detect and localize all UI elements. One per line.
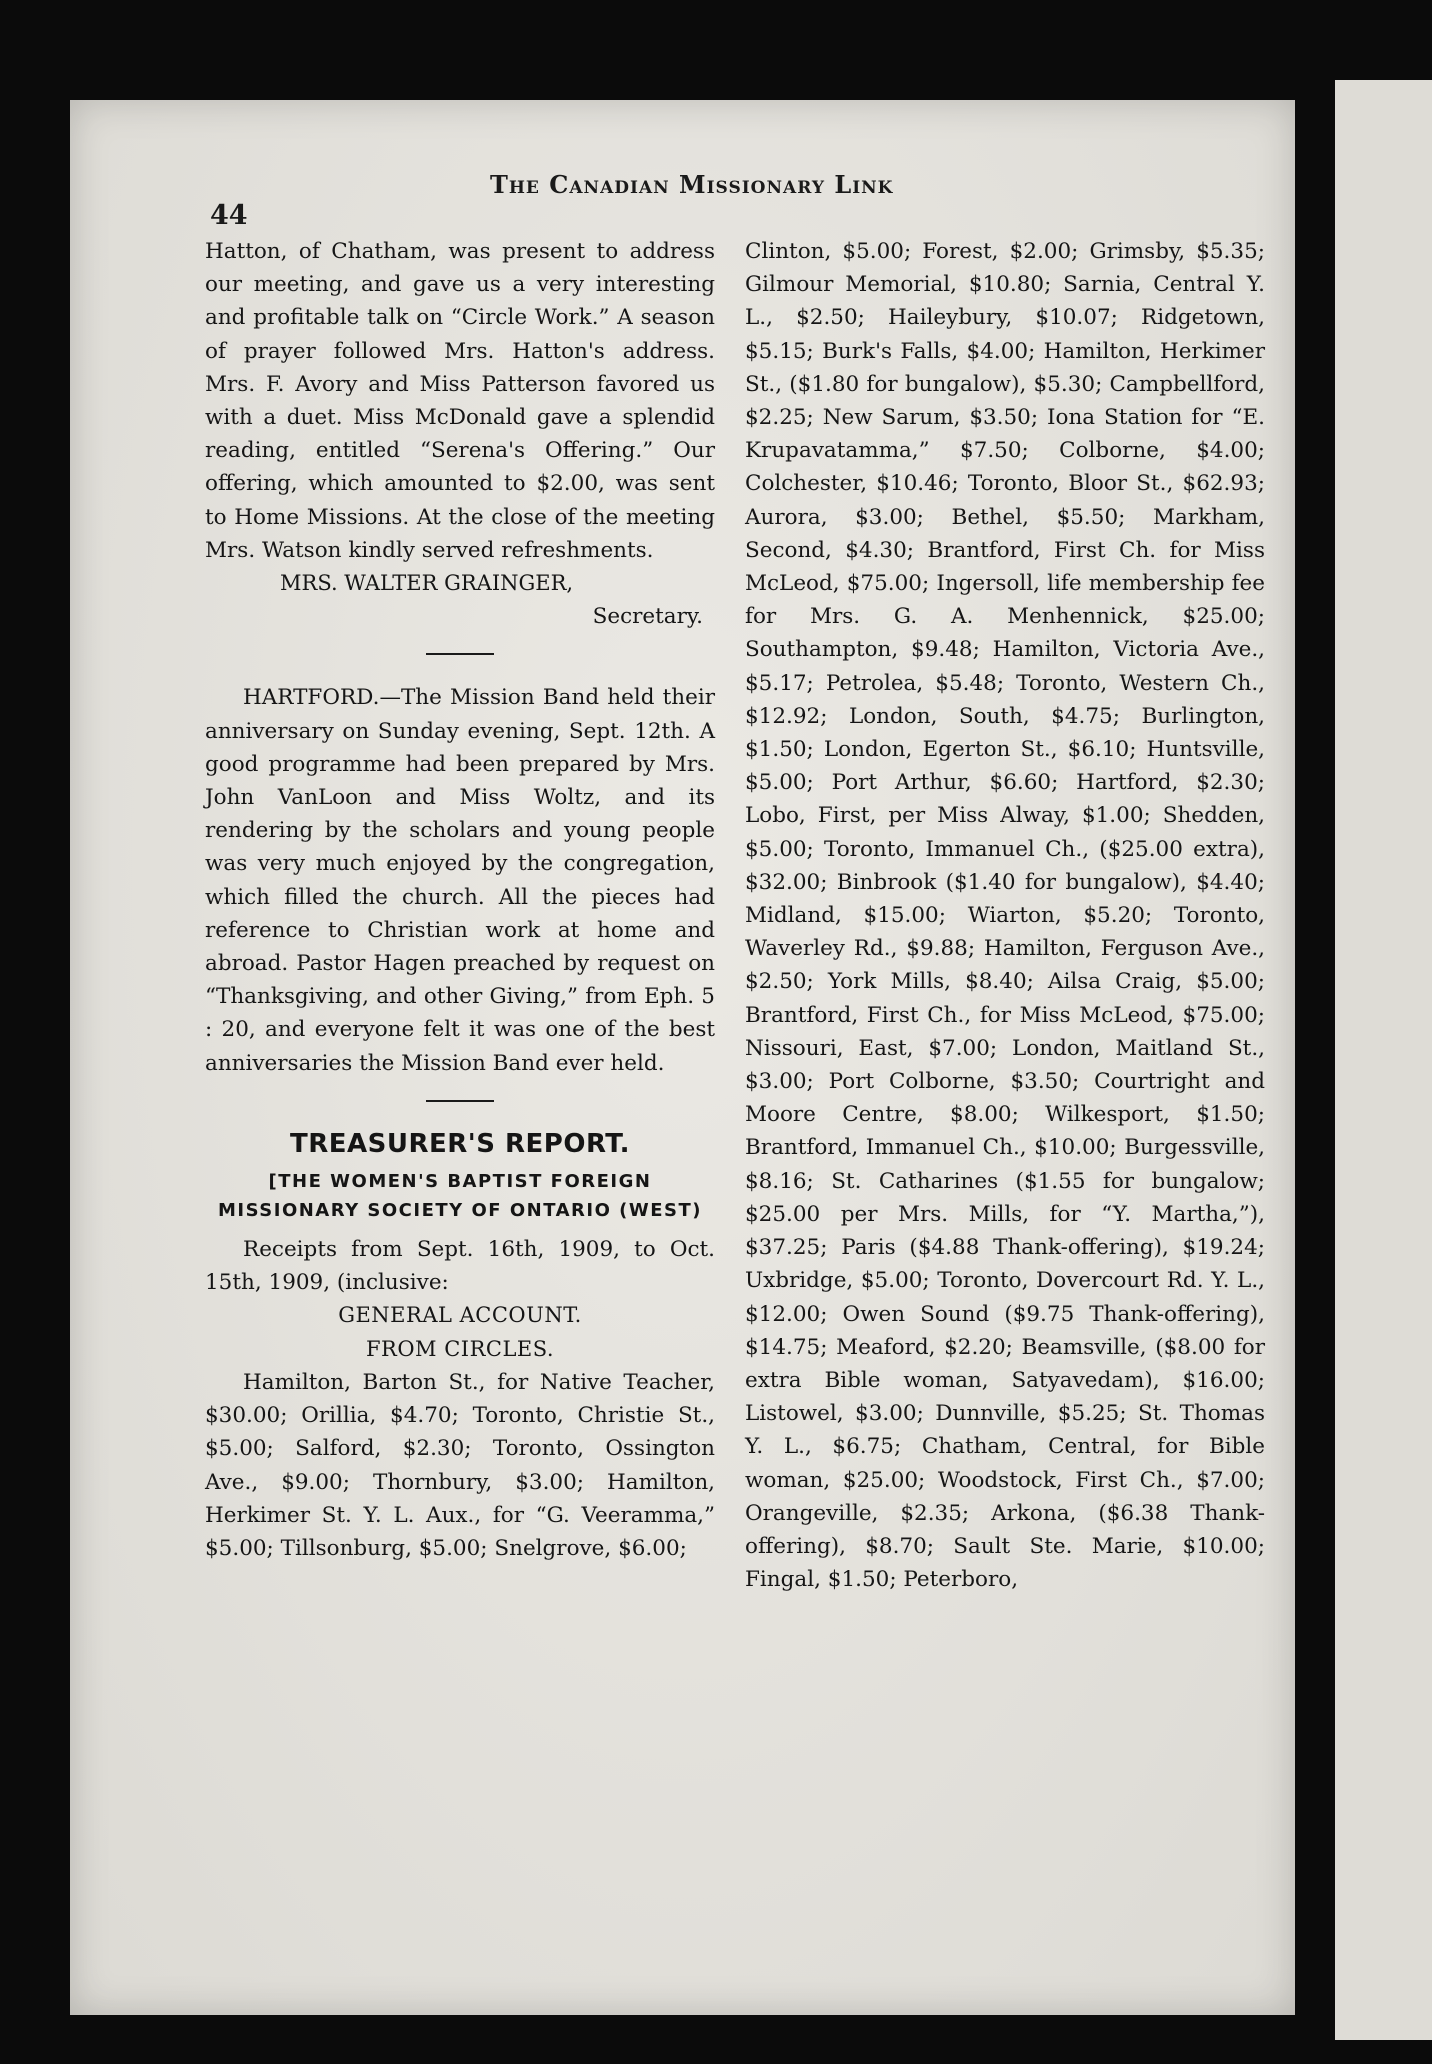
signature-name: MRS. WALTER GRAINGER, xyxy=(280,571,574,596)
circles-receipts-continued: Clinton, $5.00; Forest, $2.00; Grimsby, $5.35; Gilmour Memorial, $10.80; Sarnia, Central Y. L., $2.50; Haileybury, $10.07; Ridgetown, $5.15; Burk's Falls, $4.00; Hamilton, Herkimer St., ($1.80 for bungalow), $5.30; Campbellford, $2.25; New Sarum, $3.50; Iona Station for “E. Krupavatamma,” $7.50; Colborne, $4.00; Colchester, $10.46; Toronto, Bloor St., $62.93; Aurora, $3.00; Bethel, $5.50; Markham, Second, $4.30; Brantford, First Ch. for Miss McLeod, $75.00; Ingersoll, life membership fee for Mrs. G. A. Menhennick, $25.00; Southampton, $9.48; Hamilton, Victoria Ave., $5.17; Petrolea, $5.48; Toronto, Western Ch., $12.92; London, South, $4.75; Burlington, $1.50; London, Egerton St., $6.10; Huntsville, $5.00; Port Arthur, $6.60; Hartford, $2.30; Lobo, First, per Miss Alway, $1.00; Shedden, $5.00; Toronto, Immanuel Ch., ($25.00 extra), $32.00; Binbrook ($1.40 for bungalow), $4.40; Midland, $15.00; Wiarton, $5.20; Toronto, Waverley Rd., $9.88; Hamilton, Ferguson Ave., $2.50; York Mills, $8.40; Ailsa Craig, $5.00; Brantford, First Ch., for Miss McLeod, $75.00; Nissouri, East, $7.00; London, Maitland St., $3.00; Port Colborne, $3.50; Courtright and Moore Centre, $8.00; Wilkesport, $1.50; Brantford, Immanuel Ch., $10.00; Burgessville, $8.16; St. Catharines ($1.55 for bungalow; $25.00 per Mrs. Mills, for “Y. Martha,”), $37.25; Paris ($4.88 Thank-offering), $19.24; Uxbridge, $5.00; Toronto, Dovercourt Rd. Y. L., $12.00; Owen Sound ($9.75 Thank-offering), $14.75; Meaford, $2.20; Beamsville, ($8.00 for extra Bible woman, Satyavedam), $16.00; Listowel, $3.00; Dunnville, $5.25; St. Thomas Y. L., $6.75; Chatham, Central, for Bible woman, $25.00; Woodstock, First Ch., $7.00; Orangeville, $2.35; Arkona, ($6.38 Thank-offering), $8.70; Sault Ste. Marie, $10.00; Fingal, $1.50; Peterboro, xyxy=(745,239,1265,1593)
report-title: TREASURER'S REPORT. xyxy=(290,1128,630,1159)
hartford-paragraph: HARTFORD.—The Mission Band held their anniversary on Sunday evening, Sept. 12th. A good programme had been prepared by Mrs. John VanLoon and Miss Woltz, and its rendering by the scholars and young people was very much enjoyed by the congregation, which filled the church. All the pieces had reference to Christian work at home and abroad. Pastor Hagen preached by request on “Thanksgiving, and other Giving,” from Eph. 5 : 20, and everyone felt it was one of the best anniversaries the Mission Band ever held. xyxy=(205,685,715,1076)
document-page xyxy=(70,100,1295,2015)
running-title: The Canadian Missionary Link xyxy=(490,170,894,199)
section-divider xyxy=(426,1100,494,1102)
society-name: [THE WOMEN'S BAPTIST FOREIGN MISSIONARY SOCIETY OF ONTARIO (WEST) xyxy=(218,1171,702,1222)
circle-report-paragraph: Hatton, of Chatham, was present to address our meeting, and gave us a very interesting and profitable talk on “Circle Work.” A season of prayer followed Mrs. Hatton's address. Mrs. F. Avory and Miss Patterson favored us with a duet. Miss McDonald gave a splendid reading, entitled “Serena's Offering.” Our offering, which amounted to $2.00, was sent to Home Missions. At the close of the meeting Mrs. Watson kindly served refreshments. xyxy=(205,239,715,563)
signature-title: Secretary. xyxy=(592,604,703,630)
receipts-line: Receipts from Sept. 16th, 1909, to Oct. 15th, 1909, (inclusive: xyxy=(205,1237,715,1296)
left-column xyxy=(205,235,715,1565)
circles-receipts-text: Hamilton, Barton St., for Native Teacher, $30.00; Orillia, $4.70; Toronto, Christie St., $5.00; Salford, $2.30; Toronto, Ossington Ave., $9.00; Thornbury, $3.00; Hamilton, Herkimer St. Y. L. Aux., for “G. Veeramma,” $5.00; Tillsonburg, $5.00; Snelgrove, $6.00; xyxy=(205,1369,715,1561)
facing-page-edge xyxy=(1335,80,1432,2040)
right-column xyxy=(745,235,1265,1596)
page-number: 44 xyxy=(210,200,248,231)
section-divider xyxy=(426,653,494,655)
account-heading: GENERAL ACCOUNT. xyxy=(338,1303,582,1328)
circles-heading: FROM CIRCLES. xyxy=(365,1336,555,1361)
